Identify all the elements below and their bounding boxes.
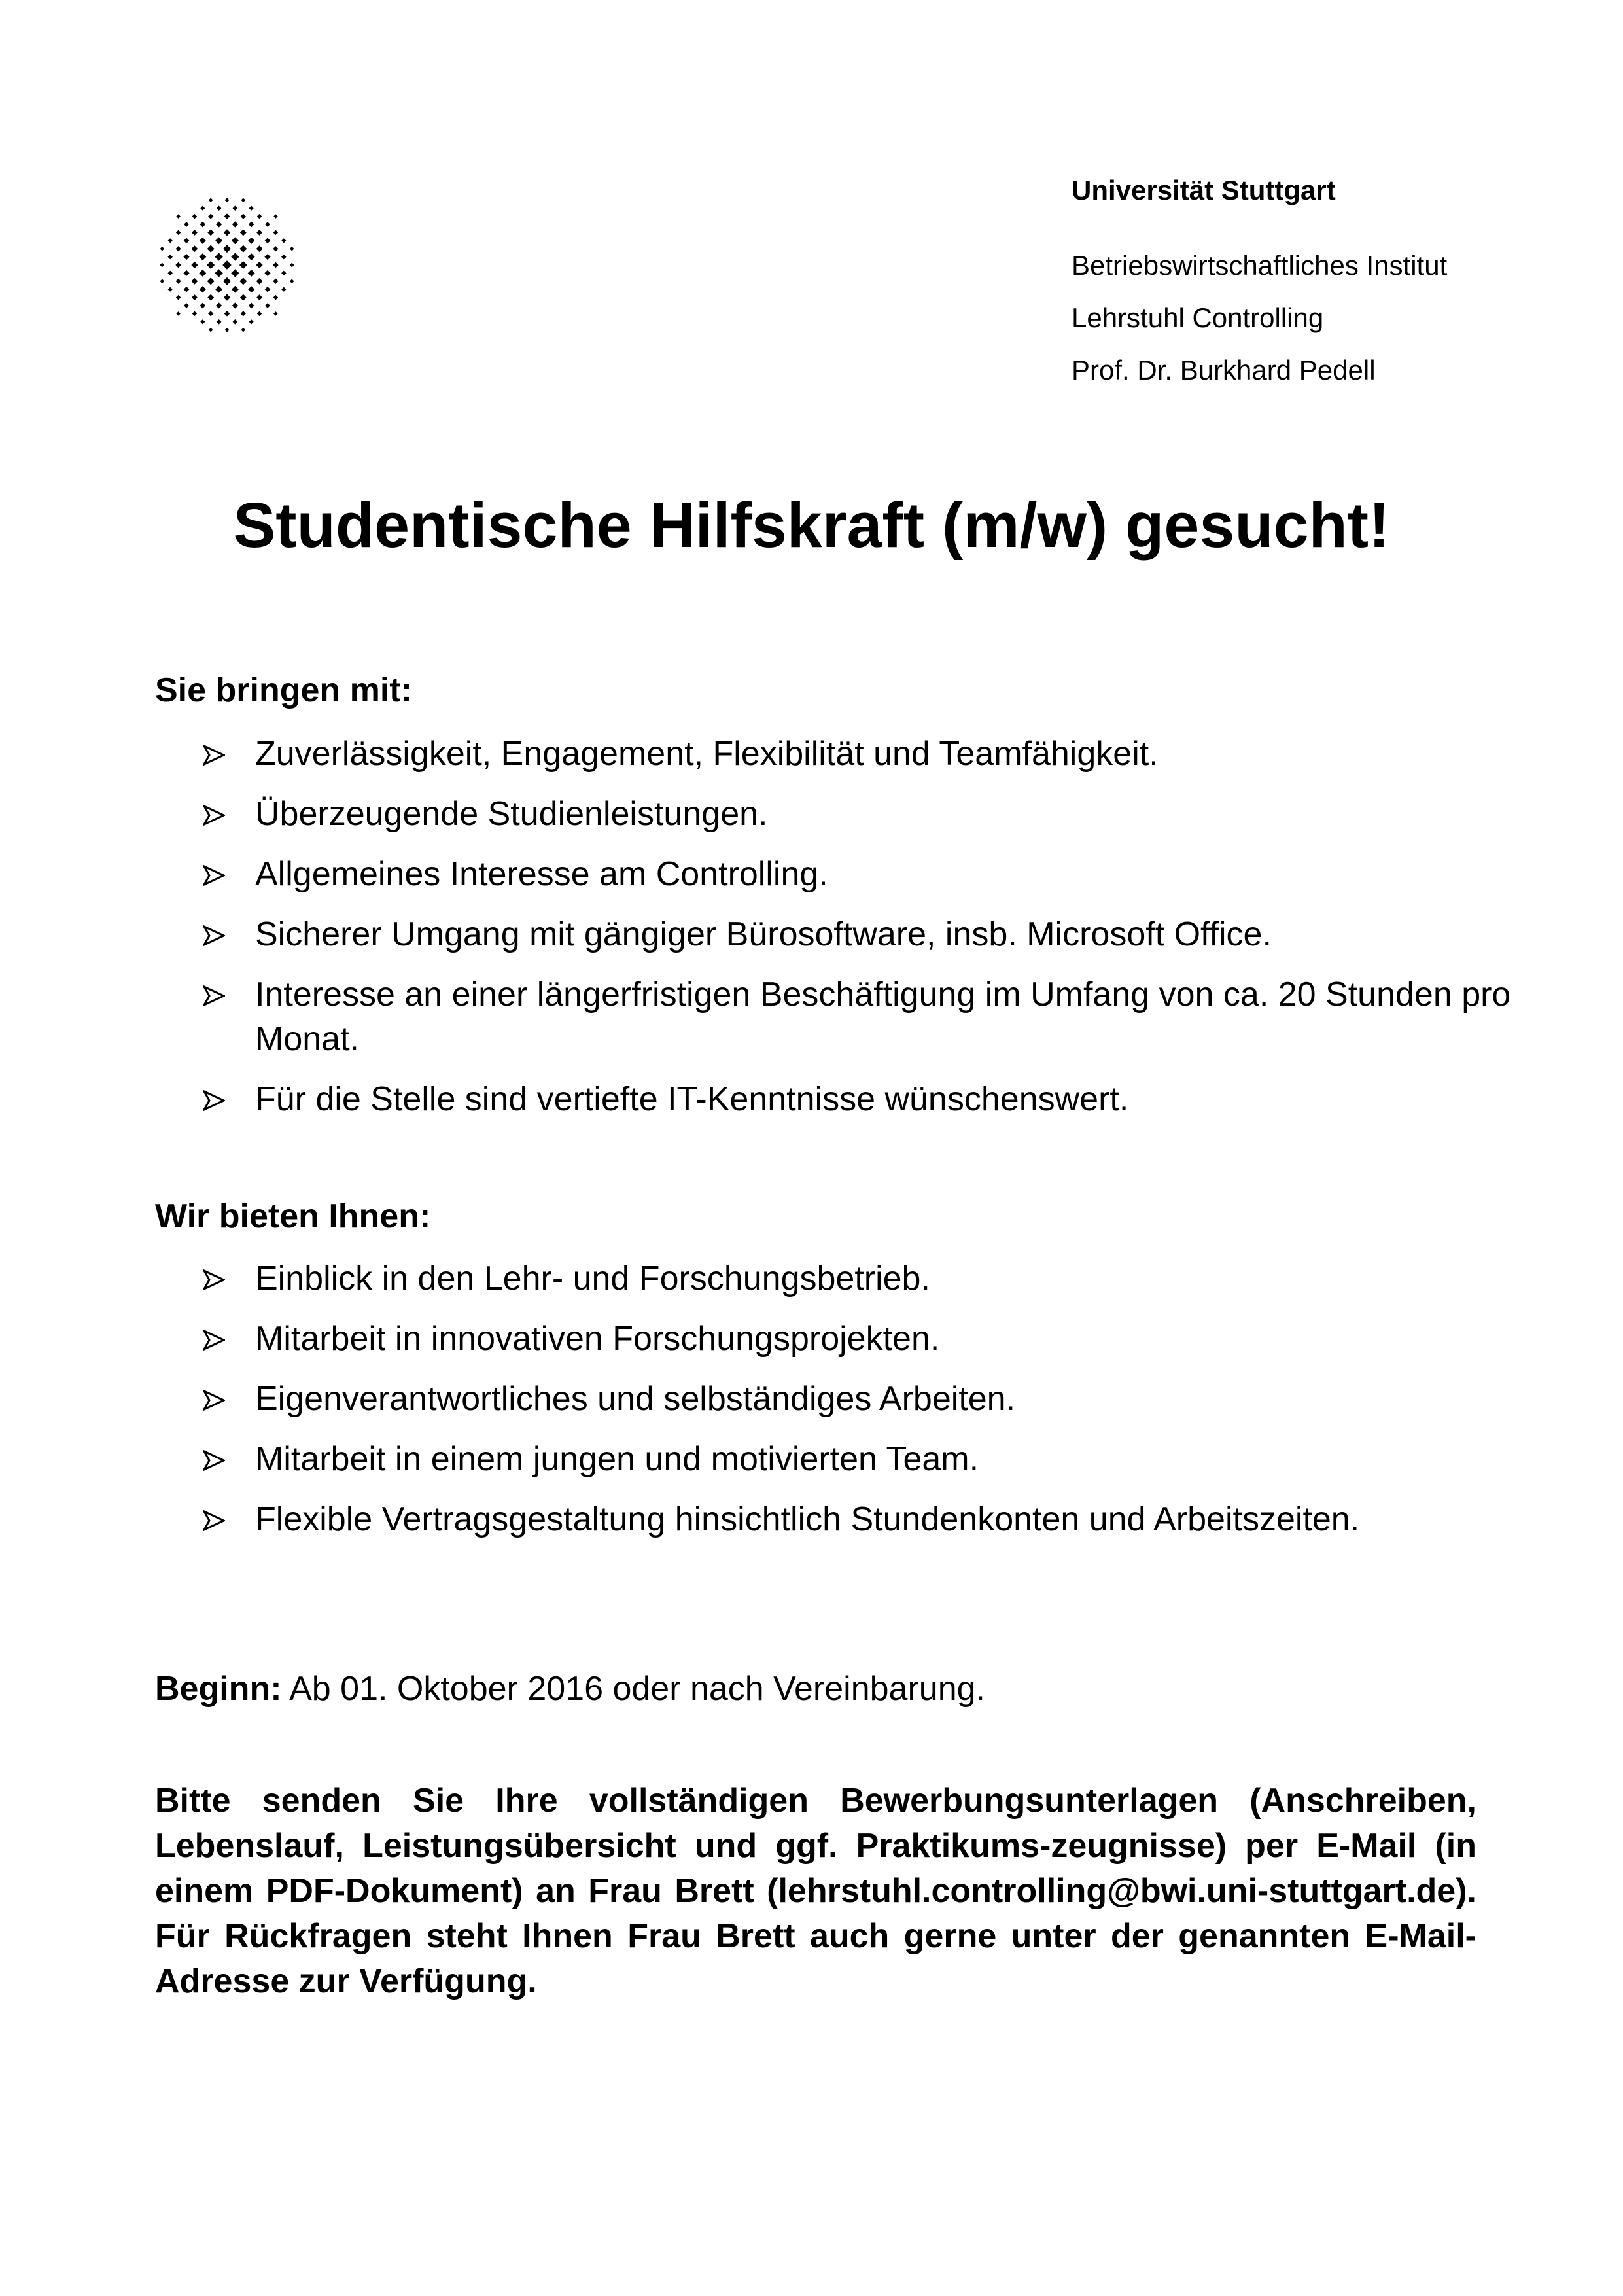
offer-text: Einblick in den Lehr- und Forschungsbetrieb. <box>255 1260 930 1298</box>
arrowhead-bullet-icon <box>203 985 225 1006</box>
logo-dot <box>273 246 278 251</box>
requirements-heading: Sie bringen mit: <box>155 671 412 709</box>
requirement-text: Allgemeines Interesse am Controlling. <box>255 855 828 893</box>
logo-dot <box>232 286 239 293</box>
logo-dot <box>240 229 247 236</box>
logo-dot <box>248 270 255 277</box>
list-item <box>203 1316 1524 1361</box>
logo-dot <box>232 302 238 308</box>
logo-dot <box>192 311 198 317</box>
list-item <box>203 1437 1524 1481</box>
offer-text: Mitarbeit in innovativen Forschungsprojekten. <box>255 1320 940 1358</box>
offers-heading: Wir bieten Ihnen: <box>155 1197 431 1235</box>
logo-dot <box>192 230 198 236</box>
logo-dot <box>248 238 254 244</box>
logo-dot <box>239 277 247 285</box>
chair-name: Lehrstuhl Controlling <box>1072 302 1324 333</box>
application-instructions: Bitte senden Sie Ihre vollständigen Bewerbungsunterlagen (Anschreiben, Lebenslauf, Leistungsübersicht und ggf. Praktikums-zeugnisse) per E-Mail (in einem PDF-Dokument) an Frau Brett (lehrstuhl.controlling@bwi.uni-stuttgart.de). Für Rückfragen steht Ihnen Frau Brett auch gerne unter der genannten E-Mail-Adresse zur Verfügung. <box>155 1782 1476 2000</box>
logo-dot <box>273 279 278 284</box>
requirement-text: Überzeugende Studienleistungen. <box>255 795 768 833</box>
logo-dot <box>200 319 205 324</box>
logo-dot <box>265 238 271 243</box>
logo-dot <box>215 286 222 293</box>
logo-dot <box>176 311 180 315</box>
requirement-text: Für die Stelle sind vertiefte IT-Kenntnisse wünschenswert. <box>255 1080 1129 1118</box>
logo-dot <box>223 277 231 285</box>
logo-dot <box>248 253 255 260</box>
logo-dot <box>249 206 254 211</box>
page-title: Studentische Hilfskraft (m/w) gesucht! <box>233 489 1390 561</box>
logo-dot <box>168 238 173 243</box>
list-item <box>203 852 1524 896</box>
logo-dot <box>281 238 286 243</box>
logo-dot <box>256 230 262 236</box>
logo-dot <box>207 245 215 253</box>
logo-dot <box>233 319 238 325</box>
institute-name: Betriebswirtschaftliches Institut <box>1072 250 1448 281</box>
logo-dot <box>249 303 254 309</box>
list-item <box>203 1377 1524 1421</box>
list-item <box>203 1256 1524 1301</box>
logo-dot <box>248 286 254 292</box>
arrowhead-bullet-icon <box>203 925 225 946</box>
logo-dot <box>249 222 254 228</box>
logo-dot <box>241 311 246 316</box>
logo-dot <box>224 294 230 300</box>
logo-dot <box>184 303 189 308</box>
logo-dot <box>175 246 181 251</box>
list-item <box>203 1497 1524 1542</box>
logo-dot <box>160 263 164 268</box>
list-item <box>203 732 1524 776</box>
institution-block <box>1072 171 1569 397</box>
logo-dot <box>183 254 189 260</box>
arrowhead-bullet-icon <box>203 1390 225 1411</box>
list-item <box>203 1077 1524 1122</box>
offer-text: Mitarbeit in einem jungen und motivierten Team. <box>255 1440 979 1478</box>
logo-dot <box>281 271 287 276</box>
logo-dot <box>167 255 173 260</box>
logo-dot <box>225 198 230 202</box>
arrowhead-bullet-icon <box>203 865 225 886</box>
logo-dot <box>233 205 238 211</box>
logo-dot <box>240 294 247 301</box>
arrowhead-bullet-icon <box>203 745 225 766</box>
arrowhead-bullet-icon <box>203 1269 225 1290</box>
offer-text: Eigenverantwortliches und selbständiges Arbeiten. <box>255 1380 1016 1418</box>
logo-dot <box>224 213 230 219</box>
logo-dot <box>191 245 198 252</box>
logo-dot <box>223 245 231 253</box>
logo-dot <box>192 214 198 219</box>
logo-dot <box>232 237 239 244</box>
logo-dot <box>199 270 206 277</box>
start-date <box>155 1666 985 1712</box>
logo-dot <box>273 311 277 315</box>
logo-dot <box>183 270 189 276</box>
logo-dot <box>160 247 164 251</box>
logo-dot <box>168 287 173 292</box>
logo-dot <box>241 213 246 219</box>
logo-dot <box>249 319 254 324</box>
logo-dot <box>207 277 215 285</box>
requirement-text: Zuverlässigkeit, Engagement, Flexibilität und Teamfähigkeit. <box>255 735 1159 773</box>
university-name: Universität Stuttgart <box>1072 175 1336 205</box>
logo-dot <box>264 270 270 276</box>
logo-dot <box>225 328 230 332</box>
requirements-list <box>203 732 1524 1137</box>
arrowhead-bullet-icon <box>203 1090 225 1111</box>
logo-dot <box>176 295 181 300</box>
logo-dot <box>176 214 180 218</box>
arrowhead-bullet-icon <box>203 805 225 826</box>
start-date-label: Beginn: <box>155 1670 282 1708</box>
logo-dot <box>273 295 279 300</box>
logo-dot <box>265 287 271 292</box>
logo-dot <box>256 294 262 300</box>
logo-dot <box>256 245 263 252</box>
logo-dot <box>231 253 239 260</box>
logo-dot <box>217 205 222 211</box>
logo-dot <box>239 261 247 269</box>
list-item <box>203 972 1524 1061</box>
logo-dot <box>224 229 230 236</box>
logo-dot <box>290 263 294 268</box>
arrowhead-bullet-icon <box>203 1330 225 1351</box>
logo-dot <box>209 198 213 202</box>
logo-dot <box>200 286 206 292</box>
logo-dot <box>184 238 190 243</box>
logo-dot <box>176 230 181 236</box>
logo-dot <box>160 279 164 283</box>
logo-dot <box>207 261 215 269</box>
list-item <box>203 912 1524 957</box>
logo-dot <box>215 237 222 244</box>
logo-dot <box>281 255 287 260</box>
logo-dot <box>216 302 222 308</box>
logo-dot <box>191 262 198 268</box>
logo-dot <box>216 221 222 227</box>
offers-list <box>203 1256 1524 1557</box>
logo-dot <box>217 319 222 325</box>
logo-dot <box>273 214 277 218</box>
logo-dot <box>209 328 213 332</box>
logo-dot <box>215 269 222 277</box>
logo-dot <box>265 222 270 227</box>
logo-dot <box>200 238 206 244</box>
logo-dot <box>273 230 279 236</box>
logo-dot <box>208 311 213 316</box>
arrowhead-bullet-icon <box>203 1450 225 1471</box>
logo-dot <box>264 254 270 260</box>
logo-dot <box>232 221 238 227</box>
list-item <box>203 792 1524 836</box>
logo-dot <box>256 262 262 268</box>
requirement-text: Interesse an einer längerfristigen Beschäftigung im Umfang von ca. 20 Stunden pro Monat. <box>255 976 1511 1058</box>
offer-text: Flexible Vertragsgestaltung hinsichtlich Stundenkonten und Arbeitszeiten. <box>255 1500 1360 1538</box>
logo-dot <box>200 303 205 309</box>
logo-dot <box>224 311 230 317</box>
logo-dot <box>200 222 205 228</box>
logo-dot <box>175 279 181 284</box>
logo-dot <box>208 213 213 219</box>
arrowhead-bullet-icon <box>203 1510 225 1531</box>
logo-dot <box>207 229 214 236</box>
start-date-text: Ab 01. Oktober 2016 oder nach Vereinbarung. <box>289 1670 985 1708</box>
logo-dot <box>199 253 206 260</box>
logo-dot <box>200 206 205 211</box>
logo-dot <box>215 253 222 260</box>
logo-dot <box>273 262 279 268</box>
logo-dot <box>231 269 239 277</box>
logo-dot <box>184 222 189 227</box>
logo-dot <box>241 198 245 202</box>
logo-dot <box>167 271 173 276</box>
logo-dot <box>175 262 181 268</box>
logo-dot <box>207 294 214 301</box>
logo-dot <box>241 328 245 332</box>
logo-dot <box>290 279 294 283</box>
logo-dot <box>290 247 294 251</box>
logo-dot <box>265 303 270 308</box>
logo-dot <box>281 287 286 292</box>
professor-name: Prof. Dr. Burkhard Pedell <box>1072 355 1376 385</box>
logo-dot <box>192 294 198 300</box>
logo-dot <box>191 278 198 285</box>
logo-dot <box>257 214 262 219</box>
logo-dot <box>256 278 263 285</box>
university-logo <box>156 194 298 336</box>
logo-dot <box>257 311 262 317</box>
logo-dot <box>222 260 232 270</box>
logo-dot <box>184 287 190 292</box>
requirement-text: Sicherer Umgang mit gängiger Bürosoftware, insb. Microsoft Office. <box>255 915 1272 953</box>
logo-dot <box>239 245 247 253</box>
